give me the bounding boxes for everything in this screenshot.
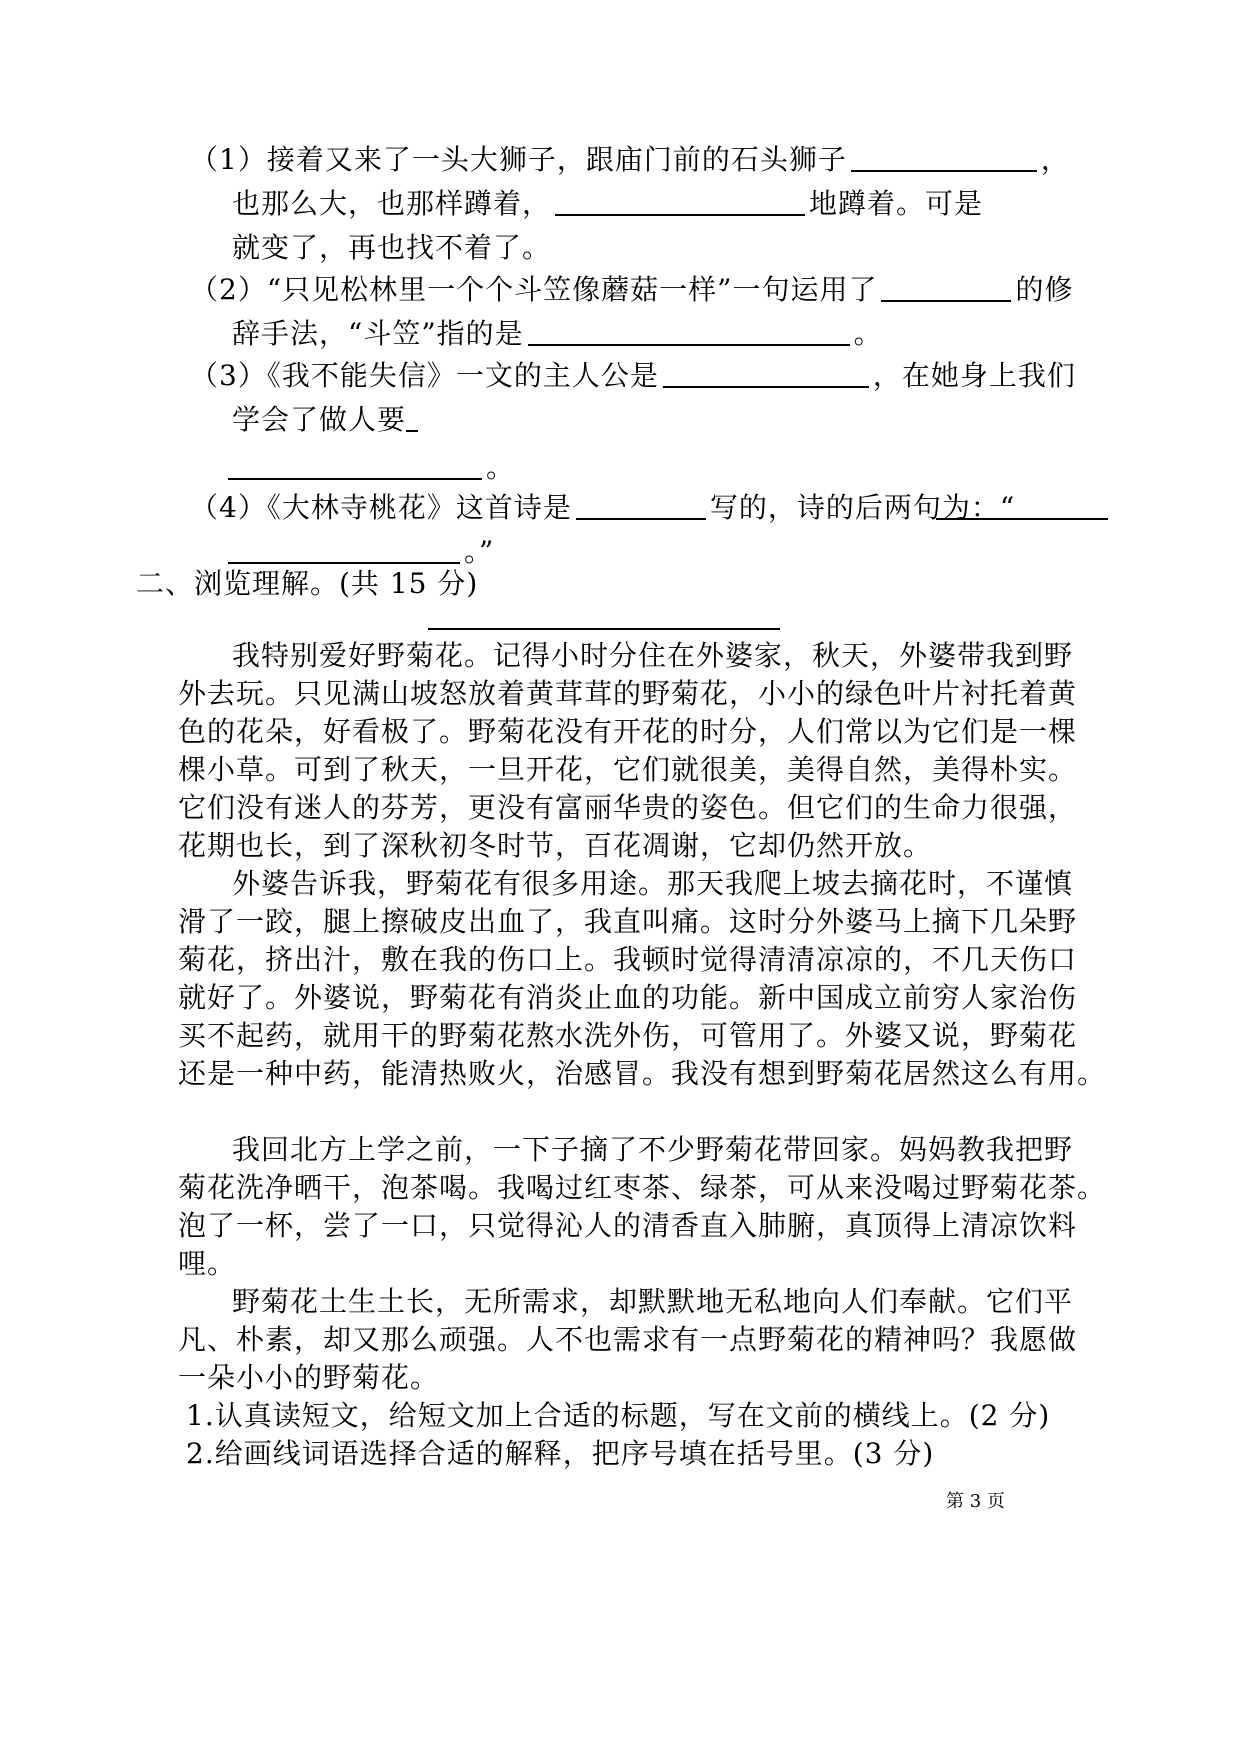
- q4-line-1: （4）《大林寺桃花》这首诗是 写的，诗的后两句为：“: [190, 488, 1015, 528]
- question-2: 2.给画线词语选择合适的解释，把序号填在括号里。(3 分): [186, 1437, 935, 1470]
- q4-blank-1[interactable]: [576, 488, 706, 520]
- q3-line-2: 学会了做人要: [232, 400, 422, 440]
- passage-line: 野菊花土生土长，无所需求，却默默地无私地向人们奉献。它们平: [232, 1285, 1074, 1318]
- q2-number: （2）: [190, 273, 267, 306]
- q1-line-2: 也那么大，也那样蹲着， 地蹲着。可是: [232, 184, 983, 224]
- q1-blank-2[interactable]: [555, 184, 805, 216]
- q4-line-2: 。”: [228, 532, 494, 572]
- section-heading: 二、浏览理解。(共 15 分): [136, 567, 479, 600]
- q2-line-2: 辞手法，“斗笠”指的是 。: [232, 314, 883, 354]
- q2-blank-2[interactable]: [528, 314, 850, 346]
- passage-line: 菊花洗净晒干，泡茶喝。我喝过红枣茶、绿茶，可从来没喝过野菊花茶。: [178, 1171, 1107, 1204]
- q1-blank-1[interactable]: [851, 140, 1037, 172]
- passage-line: 泡了一杯，尝了一口，只觉得沁人的清香直入肺腑，真顶得上清凉饮料: [178, 1209, 1078, 1242]
- passage-line: 凡、朴素，却又那么顽强。人不也需求有一点野菊花的精神吗？我愿做: [178, 1323, 1078, 1356]
- passage-line: 菊花，挤出汁，敷在我的伤口上。我顿时觉得清清凉凉的，不几天伤口: [178, 943, 1078, 976]
- passage-line: 花期也长，到了深秋初冬时节，百花凋谢，它却仍然开放。: [178, 829, 933, 862]
- q1-text-2: 也那么大，也那样蹲着，: [232, 187, 552, 220]
- q1-line-3: 就变了，再也找不着了。: [232, 231, 552, 264]
- passage-line: 我回北方上学之前，一下子摘了不少野菊花带回家。妈妈教我把野: [232, 1133, 1074, 1166]
- passage-line: 外婆告诉我，野菊花有很多用途。那天我爬上坡去摘花时，不谨慎: [232, 867, 1074, 900]
- passage-line: 棵小草。可到了秋天，一旦开花，它们就很美，美得自然，美得朴实。: [178, 753, 1078, 786]
- passage-line: 哩。: [178, 1247, 237, 1280]
- passage-line: 一朵小小的野菊花。: [178, 1361, 440, 1394]
- q3-blank-1[interactable]: [663, 356, 869, 388]
- q3-line-1: （3）《我不能失信》一文的主人公是 ，在她身上我们: [190, 356, 1076, 396]
- q2-line-1: （2）“只见松林里一个个斗笠像蘑菇一样”一句运用了 的修: [190, 270, 1073, 310]
- passage-line: 我特别爱好野菊花。记得小时分住在外婆家，秋天，外婆带我到野: [232, 639, 1074, 672]
- passage-line: 滑了一跤，腿上擦破皮出血了，我直叫痛。这时分外婆马上摘下几朵野: [178, 905, 1078, 938]
- passage-line: 它们没有迷人的芬芳，更没有富丽华贵的姿色。但它们的生命力很强，: [178, 791, 1078, 824]
- passage-line: 就好了。外婆说，野菊花有消炎止血的功能。新中国成立前穷人家治伤: [178, 981, 1078, 1014]
- q1-text-1: 接着又来了一头大狮子，跟庙门前的石头狮子: [266, 143, 847, 176]
- passage-line: 色的花朵，好看极了。野菊花没有开花的时分，人们常以为它们是一棵: [178, 715, 1078, 748]
- q4-blank-3[interactable]: [228, 532, 460, 564]
- q1-line-1: （1）接着又来了一头大狮子，跟庙门前的石头狮子 ，: [190, 140, 1070, 180]
- passage-line: 外去玩。只见满山坡怒放着黄茸茸的野菊花，小小的绿色叶片衬托着黄: [178, 677, 1078, 710]
- question-1: 1.认真读短文，给短文加上合适的标题，写在文前的横线上。(2 分): [186, 1399, 1051, 1432]
- q3-line-3: 。: [228, 448, 515, 488]
- page-number: 第 3 页: [946, 1491, 1005, 1512]
- q4-number: （4）: [190, 491, 267, 524]
- q3-blank-2[interactable]: [406, 400, 418, 432]
- passage-line: 买不起药，就用干的野菊花熬水洗外伤，可管用了。外婆又说，野菊花: [178, 1019, 1078, 1052]
- passage-line: 还是一种中药，能清热败火，治感冒。我没有想到野菊花居然这么有用。: [178, 1057, 1107, 1090]
- passage-title-blank[interactable]: [428, 628, 780, 630]
- q3-blank-3[interactable]: [228, 448, 482, 480]
- q2-blank-1[interactable]: [881, 270, 1011, 302]
- q1-number: （1）: [190, 143, 267, 176]
- q4-blank-2[interactable]: [936, 518, 1108, 520]
- q3-number: （3）: [190, 359, 267, 392]
